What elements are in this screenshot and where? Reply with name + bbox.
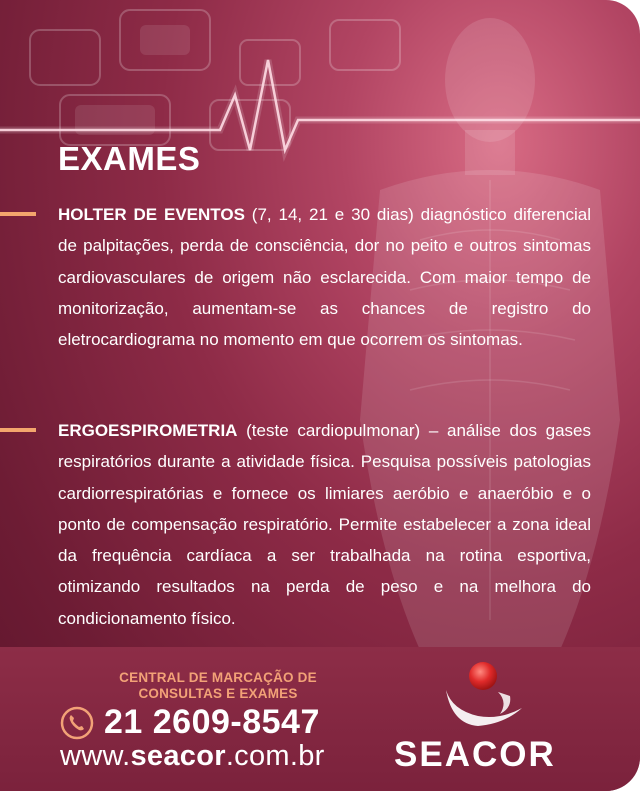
section-lead: HOLTER DE EVENTOS [58,205,245,224]
page-title: EXAMES [58,140,201,177]
section-body: (7, 14, 21 e 30 dias) diagnóstico diferencial de palpitações, perda de consciência, dor no peito e outros sintomas cardiovasculares de origem não esclarecida. Com maior tempo de monitorização, aumentam-se as chances de registro do eletrocardiograma no momento em que ocorrem os sintomas. [58,205,591,350]
section-holter [58,199,591,355]
section-lead: ERGOESPIROMETRIA [58,421,238,440]
website-link[interactable] [60,740,325,773]
central-line-2: CONSULTAS E EXAMES [138,686,298,701]
seacor-logo-text: SEACOR [394,735,556,774]
web-domain: seacor [130,740,226,772]
web-prefix: www. [60,740,131,772]
phone-icon [60,706,94,740]
central-line-1: CENTRAL DE MARCAÇÃO DE [119,670,317,685]
section-ergoespirometria [58,415,591,634]
section-bullet [0,212,36,216]
section-bullet [0,428,36,432]
phone-number[interactable]: 21 2609-8547 [104,703,320,741]
booking-central-label [92,670,344,702]
section-body: (teste cardiopulmonar) – análise dos gases respiratórios durante a atividade física. Pesquisa possíveis patologias cardiorrespiratórias e fornece os limiares aeróbio e anaeróbio e o ponto de compensação respiratório. Permite estabelecer a zona ideal da frequência cardíaca a ser trabalhada na rotina esportiva, otimizando resultados na perda de peso e na melhora do condicionamento físico. [58,421,591,628]
web-suffix: .com.br [225,740,325,772]
seacor-logo-icon [438,658,528,738]
